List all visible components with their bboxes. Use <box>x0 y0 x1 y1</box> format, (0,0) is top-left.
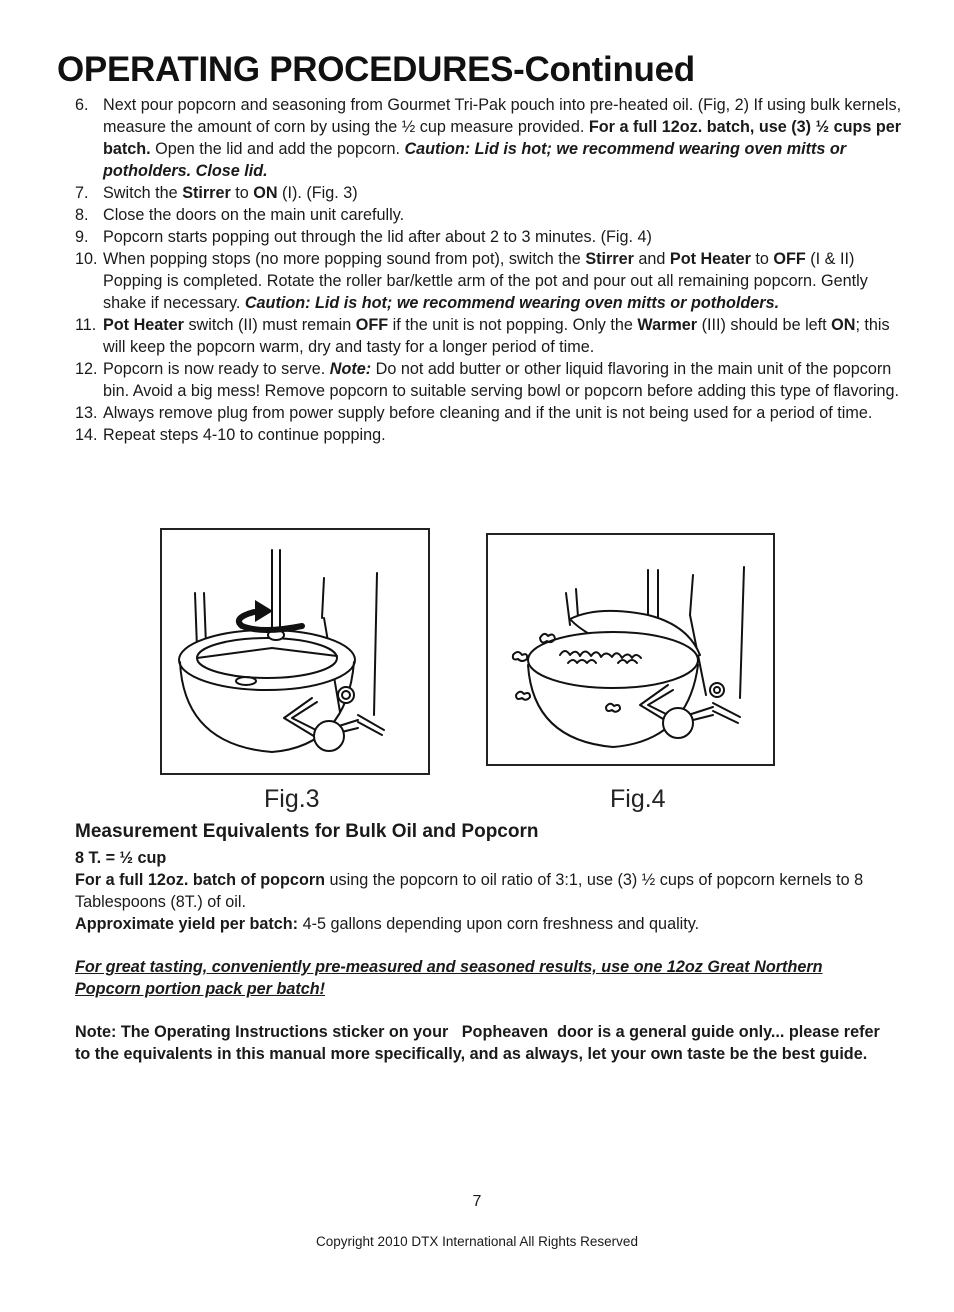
step-text: Close the doors on the main unit carefully. <box>103 206 405 224</box>
step-number: 13. <box>75 404 98 422</box>
procedure-steps <box>75 94 905 446</box>
step-text: Repeat steps 4-10 to continue popping. <box>103 426 386 444</box>
full-batch-label: For a full 12oz. batch of popcorn <box>75 871 326 889</box>
yield-text: 4-5 gallons depending upon corn freshness and quality. <box>298 915 700 933</box>
measurement-section <box>75 847 905 935</box>
step-item <box>75 226 905 248</box>
step-text: Always remove plug from power supply before cleaning and if the unit is not being used for a period of time. <box>103 404 873 422</box>
measurement-heading: Measurement Equivalents for Bulk Oil and Popcorn <box>75 821 539 842</box>
yield-label: Approximate yield per batch: <box>75 915 299 933</box>
figure-4-popping-illustration <box>486 533 775 766</box>
step-text: Popcorn is now ready to serve. Note: Do not add butter or other liquid flavoring in the main unit of the popcorn bin. Avoid a big mess! Remove popcorn to suitable serving bowl or popcorn before adding this type of flavoring. <box>103 360 900 400</box>
figure-4-caption: Fig.4 <box>610 785 666 813</box>
popcorn-kettle-stirrer-icon <box>162 530 428 773</box>
step-number: 11. <box>75 316 97 334</box>
step-text: Pot Heater switch (II) must remain OFF if the unit is not popping. Only the Warmer (III) should be left ON; this will keep the popcorn warm, dry and tasty for a longer period of time. <box>103 316 890 356</box>
step-item <box>75 424 905 446</box>
page-title: OPERATING PROCEDURES-Continued <box>57 50 695 89</box>
promo-text: For great tasting, conveniently pre-measured and seasoned results, use one 12oz Great Northern Popcorn portion pack per batch! <box>75 958 823 998</box>
step-text: Next pour popcorn and seasoning from Gourmet Tri-Pak pouch into pre-heated oil. (Fig, 2) If using bulk kernels, measure the amount of corn by using the ½ cup measure provided. For a full 12oz. batch, use (3) ½ cups per batch. Open the lid and add the popcorn. Caution: Lid is hot; we recommend wearing oven mitts or potholders. Close lid. <box>103 96 902 180</box>
step-text: Switch the Stirrer to ON (I). (Fig. 3) <box>103 184 358 202</box>
figure-3-stirrer-illustration <box>160 528 430 775</box>
step-item <box>75 94 905 182</box>
step-text: Popcorn starts popping out through the lid after about 2 to 3 minutes. (Fig. 4) <box>103 228 652 246</box>
popcorn-kettle-popping-icon <box>488 535 773 764</box>
step-number: 8. <box>75 206 89 224</box>
figure-3-caption: Fig.3 <box>264 785 320 813</box>
step-item <box>75 314 905 358</box>
step-number: 7. <box>75 184 89 202</box>
note-text: Note: The Operating Instructions sticker on your Popheaven door is a general guide only... please refer to the equivalents in this manual more specifically, and as always, let your own taste be the best guide. <box>75 1023 885 1063</box>
measurement-equivalence: 8 T. = ½ cup <box>75 849 167 867</box>
step-number: 12. <box>75 360 98 378</box>
step-item <box>75 204 905 226</box>
step-text: When popping stops (no more popping sound from pot), switch the Stirrer and Pot Heater to OFF (I & II) Popping is completed. Rotate the roller bar/kettle arm of the pot and pour out all remaining popcorn. Gently shake if necessary. Caution: Lid is hot; we recommend wearing oven mitts or potholders. <box>103 250 868 312</box>
step-number: 6. <box>75 96 89 114</box>
step-number: 10. <box>75 250 98 268</box>
step-item <box>75 402 905 424</box>
step-item <box>75 248 905 314</box>
page-number: 7 <box>472 1193 482 1210</box>
step-item <box>75 358 905 402</box>
measurement-full-batch <box>75 869 905 913</box>
measurement-yield <box>75 913 905 935</box>
copyright-text: Copyright 2010 DTX International All Rights Reserved <box>316 1234 638 1249</box>
step-number: 14. <box>75 426 98 444</box>
step-number: 9. <box>75 228 89 246</box>
step-item <box>75 182 905 204</box>
full-batch-text: using the popcorn to oil ratio of 3:1, use (3) ½ cups of popcorn kernels to 8 Tablespoons (8T.) of oil. <box>75 871 864 911</box>
